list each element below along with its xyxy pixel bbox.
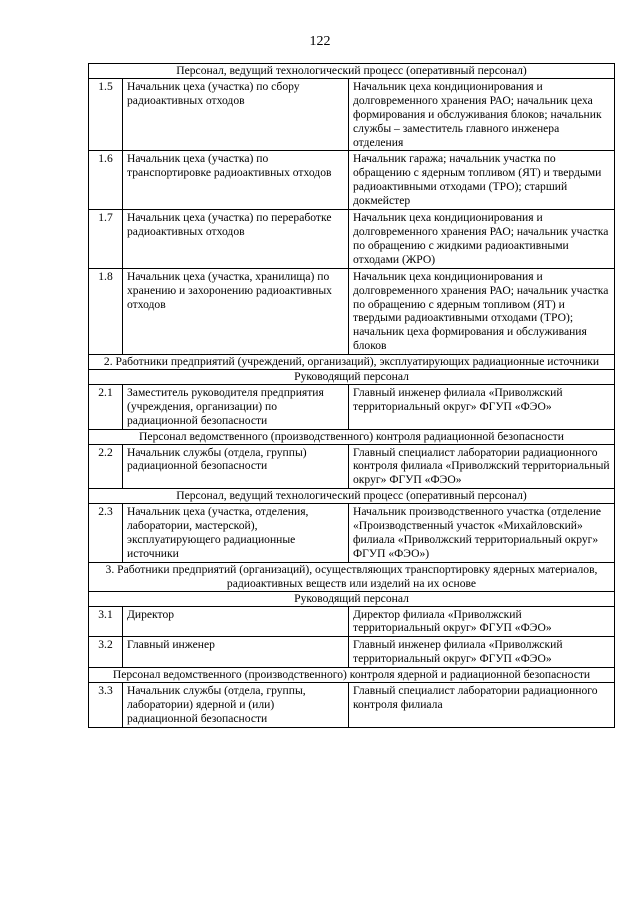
trained-by-cell: Главный специалист лаборатории радиационного контроля филиала «Приволжский территориальный округ» ФГУП «ФЭО» [349,444,615,489]
item-number: 3.2 [89,637,123,668]
table-row [89,151,615,210]
trained-by-cell: Главный инженер филиала «Приволжский территориальный округ» ФГУП «ФЭО» [349,637,615,668]
page-number: 122 [309,34,331,49]
table-row [89,683,615,728]
trained-by-cell: Главный инженер филиала «Приволжский территориальный округ» ФГУП «ФЭО» [349,384,615,429]
section-row [89,562,615,591]
trained-by-cell: Директор филиала «Приволжский территориальный округ» ФГУП «ФЭО» [349,606,615,637]
trained-by-cell: Начальник цеха кондиционирования и долговременного хранения РАО; начальник участка по обращению с ядерным топливом (ЯТ) и твердыми радиоактивными отходами (ТРО); начальник цеха формирования и обслуживания блоков [349,268,615,354]
position-cell: Начальник цеха (участка, отделения, лаборатории, мастерской), эксплуатирующего радиационные источники [123,504,349,563]
section-heading: Персонал ведомственного (производственного) контроля радиационной безопасности [89,429,615,444]
section-heading: 2. Работники предприятий (учреждений, организаций), эксплуатирующих радиационные источники [89,355,615,370]
item-number: 1.8 [89,268,123,354]
section-row [89,489,615,504]
section-row [89,668,615,683]
position-cell: Заместитель руководителя предприятия (учреждения, организации) по радиационной безопасности [123,384,349,429]
table-row [89,444,615,489]
trained-by-cell: Главный специалист лаборатории радиационного контроля филиала [349,683,615,728]
item-number: 1.5 [89,78,123,151]
trained-by-cell: Начальник цеха кондиционирования и долговременного хранения РАО; начальник участка по обращению с жидкими радиоактивными отходами (ЖРО) [349,210,615,269]
section-heading: Персонал, ведущий технологический процесс (оперативный персонал) [89,489,615,504]
item-number: 3.1 [89,606,123,637]
section-heading: Руководящий персонал [89,370,615,385]
table-row [89,384,615,429]
table-row [89,504,615,563]
table-row [89,268,615,354]
position-cell: Начальник цеха (участка) по сбору радиоактивных отходов [123,78,349,151]
position-cell: Начальник службы (отдела, группы, лаборатории) ядерной и (или) радиационной безопасности [123,683,349,728]
item-number: 3.3 [89,683,123,728]
section-row [89,591,615,606]
section-heading: Руководящий персонал [89,591,615,606]
section-row [89,429,615,444]
section-row [89,370,615,385]
item-number: 2.1 [89,384,123,429]
item-number: 2.2 [89,444,123,489]
table-row [89,210,615,269]
table-row [89,637,615,668]
position-cell: Директор [123,606,349,637]
position-cell: Начальник цеха (участка, хранилища) по хранению и захоронению радиоактивных отходов [123,268,349,354]
item-number: 2.3 [89,504,123,563]
trained-by-cell: Начальник цеха кондиционирования и долговременного хранения РАО; начальник цеха формирования и обслуживания блоков; начальник службы – заместитель главного инженера отделения [349,78,615,151]
section-row [89,355,615,370]
item-number: 1.7 [89,210,123,269]
position-cell: Начальник цеха (участка) по переработке радиоактивных отходов [123,210,349,269]
trained-by-cell: Начальник гаража; начальник участка по обращению с ядерным топливом (ЯТ) и твердыми радиоактивными отходами (ТРО); старший докмейстер [349,151,615,210]
section-row [89,64,615,79]
position-cell: Начальник цеха (участка) по транспортировке радиоактивных отходов [123,151,349,210]
table-row [89,606,615,637]
personnel-table [88,63,615,728]
section-heading: Персонал ведомственного (производственного) контроля ядерной и радиационной безопасности [89,668,615,683]
trained-by-cell: Начальник производственного участка (отделение «Производственный участок «Михайловский» филиала «Приволжский территориальный округ» ФГУП «ФЭО») [349,504,615,563]
position-cell: Начальник службы (отдела, группы) радиационной безопасности [123,444,349,489]
table-row [89,78,615,151]
section-heading: Персонал, ведущий технологический процесс (оперативный персонал) [89,64,615,79]
position-cell: Главный инженер [123,637,349,668]
section-heading: 3. Работники предприятий (организаций), осуществляющих транспортировку ядерных материалов, радиоактивных веществ или изделий на их основе [89,562,615,591]
item-number: 1.6 [89,151,123,210]
